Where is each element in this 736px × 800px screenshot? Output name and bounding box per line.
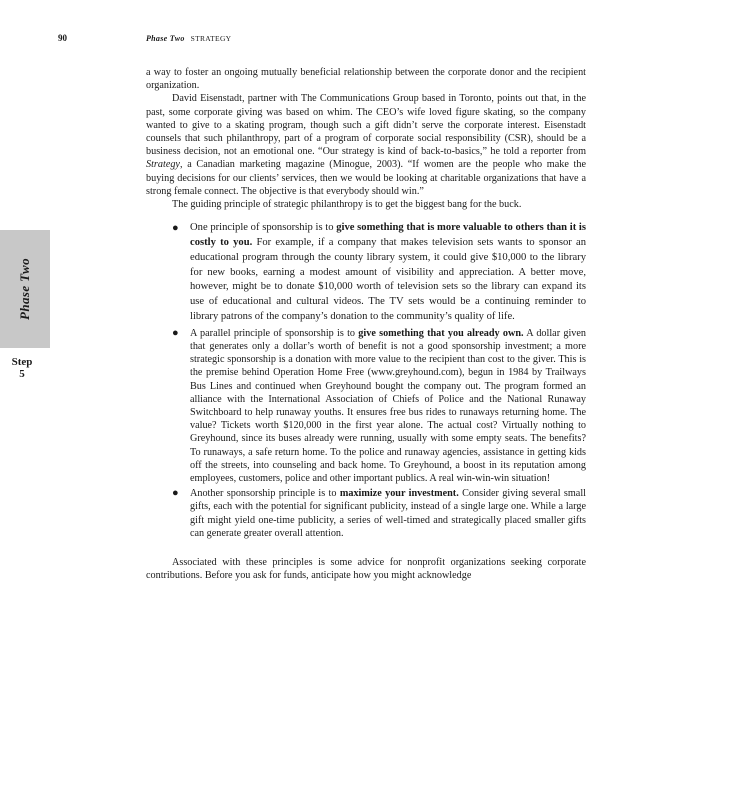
running-head [146, 34, 231, 43]
running-head-phase: Phase Two [146, 34, 185, 43]
principles-list [146, 221, 586, 540]
closing-paragraph: Associated with these principles is some advice for nonprofit organizations seeking corporate contributions. Before you ask for funds, anticipate how you might acknowledge [146, 557, 586, 582]
step-word: Step [11, 356, 33, 368]
list-item-text: Another sponsorship principle is to [190, 488, 340, 500]
bullet-icon: ● [172, 222, 179, 235]
page-number: 90 [58, 33, 67, 43]
paragraph-2 [146, 92, 586, 198]
paragraph-3: The guiding principle of strategic philanthropy is to get the biggest bang for the buck. [172, 199, 522, 211]
side-tab-label: Phase Two [17, 258, 32, 320]
list-item-emphasis: give something that is more valuable to others than it is costly to you. [190, 222, 586, 249]
list-item-text: A dollar given that generates only a dollar’s worth of benefit is not a good sponsorship investment; a more strategic sponsorship is a donation with more value to the recipient than cost to the giver. This is the premise behind Operation Home Free (www.greyhound.com), begun in 1984 by Trailways Bus Lines and continued when Greyhound bought the company out. The program formed an alliance with the International Association of Chiefs of Police and the National Runaway Switchboard to help runaway youths. It ensures free bus rides to runaways returning home. The value? Tickets worth $120,000 in the first year alone. The actual cost? Virtually nothing to Greyhound, since its buses already were running, usually with some empty seats. The benefits? To runaways, a safe return home. To the police and runaway agencies, assistance in getting kids off the streets, into counseling and back home. To Greyhound, a boost in its reputation among employees, customers, police and other important publics. A real win-win-win situation! [190, 327, 586, 485]
magazine-title: Strategy [146, 159, 180, 171]
step-number: 5 [19, 368, 25, 380]
phase-side-tab [0, 230, 50, 348]
list-item-text: Consider giving several small gifts, each with the potential for significant publicity, instead of a single large one. While a large gift might yield one-time publicity, a series of well-timed and strategically placed smaller gifts can generate greater overall attention. [190, 488, 586, 539]
running-head-section: STRATEGY [190, 34, 232, 43]
body-text [146, 66, 586, 582]
list-item-text: For example, if a company that makes television sets wants to sponsor an educational program through the county library system, it could give $10,000 to the library for new books, earning a modest amount of visibility and appreciation. A better move, however, might be to donate $10,000 worth of television sets so the library can expand its use of educational and cultural videos. The TV sets would be a continuing reminder to library patrons of the company’s donation to the community’s quality of life. [190, 237, 586, 323]
step-indicator [0, 356, 44, 380]
paragraph-2-a: David Eisenstadt, partner with The Communications Group based in Toronto, points out that, in the past, some corporate giving was based on whim. The CEO’s wife loved figure skating, so the company wanted to give to a skating program, though such a gift didn’t serve the corporate interest. Eisenstadt counsels that such philanthropy, part of a program of corporate social responsibility (CSR), should be a business decision, not an emotional one. “Our strategy is kind of back-to-basics,” he told a reporter from [146, 93, 586, 158]
bullet-icon: ● [172, 487, 179, 500]
list-item [172, 326, 586, 485]
list-item-emphasis: maximize your investment. [339, 488, 459, 500]
list-item-text: A parallel principle of sponsorship is to [190, 327, 359, 339]
list-item [172, 221, 586, 325]
list-item-emphasis: give something that you already own. [358, 327, 524, 339]
paragraph-2-b: , a Canadian marketing magazine (Minogue, 2003). “If women are the people who make the buying decisions for our clients’ services, then we would be looking at charitable organizations that have a strong female connect. The objective is that everybody should win.” [146, 159, 586, 197]
bullet-icon: ● [172, 326, 179, 339]
list-item-text: One principle of sponsorship is to [190, 222, 337, 234]
list-item [172, 487, 586, 540]
paragraph-1: a way to foster an ongoing mutually beneficial relationship between the corporate donor and the recipient organization. [146, 67, 586, 92]
